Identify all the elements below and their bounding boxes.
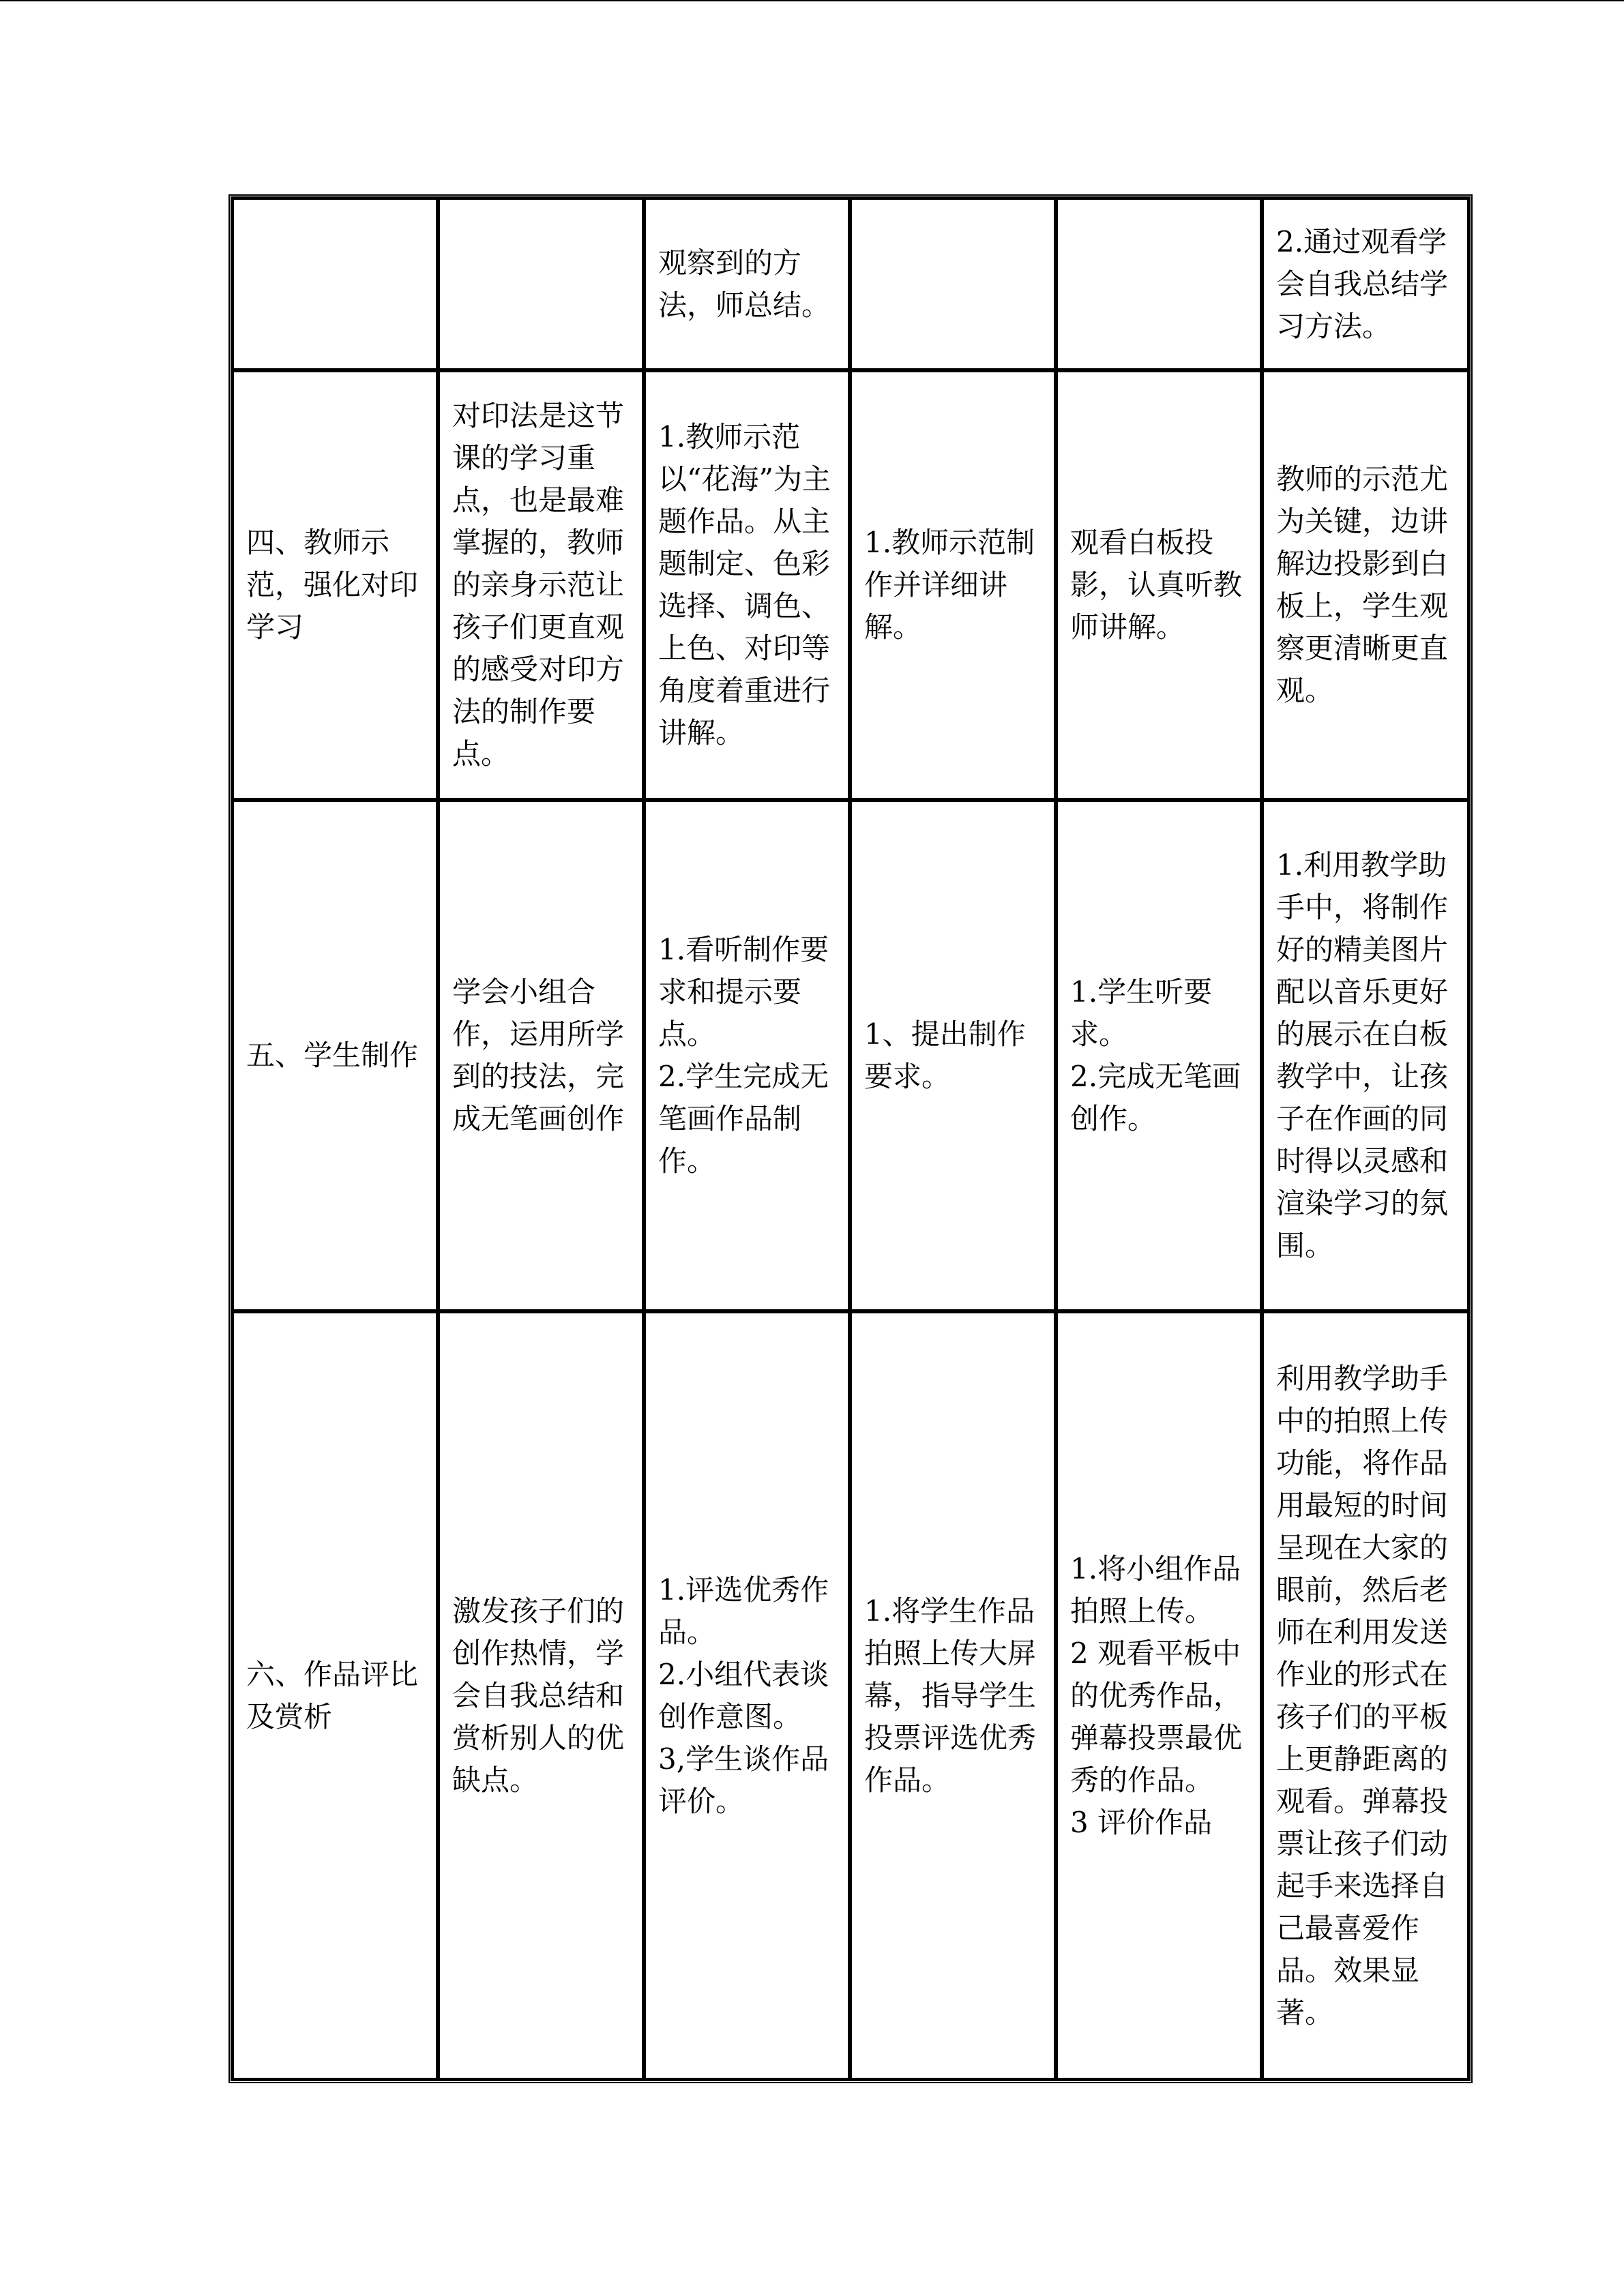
cell-text: 2.通过观看学会自我总结学习方法。 <box>1276 224 1449 343</box>
media-activity-cell <box>1056 1311 1262 2080</box>
teacher-activity-cell <box>850 198 1056 370</box>
media-activity-cell <box>1056 800 1262 1311</box>
media-function-cell <box>1262 800 1469 1311</box>
cell-text: 六、作品评比及赏析 <box>246 1657 419 1733</box>
cell-text: 1、提出制作要求。 <box>864 1017 1026 1093</box>
table-row <box>232 370 1469 800</box>
cell-text: 1.将小组作品拍照上传。 2 观看平板中的优秀作品，弹幕投票最优秀的作品。 3 评价作品 <box>1070 1551 1243 1839</box>
media-function-cell <box>1262 198 1469 370</box>
goal-cell <box>438 800 644 1311</box>
stage-cell <box>232 800 438 1311</box>
cell-text: 1.教师示范以“花海”为主题作品。从主题制定、色彩选择、调色、上色、对印等角度着重进行讲解。 <box>658 420 831 749</box>
cell-text: 观看白板投影，认真听教师讲解。 <box>1070 526 1243 644</box>
teacher-activity-cell <box>850 800 1056 1311</box>
teacher-activity-cell <box>850 1311 1056 2080</box>
goal-cell <box>438 370 644 800</box>
table-row <box>232 800 1469 1311</box>
media-function-cell <box>1262 370 1469 800</box>
student-activity-cell <box>644 1311 850 2080</box>
student-activity-cell <box>644 800 850 1311</box>
media-activity-cell <box>1056 198 1262 370</box>
cell-text: 激发孩子们的创作热情，学会自我总结和赏析别人的优缺点。 <box>452 1594 625 1797</box>
goal-cell <box>438 198 644 370</box>
cell-text: 学会小组合作，运用所学到的技法，完成无笔画创作 <box>452 975 625 1135</box>
stage-cell <box>232 198 438 370</box>
cell-text: 1.学生听要求。 2.完成无笔画创作。 <box>1070 975 1241 1135</box>
stage-cell <box>232 370 438 800</box>
table-row <box>232 1311 1469 2080</box>
cell-text: 1.教师示范制作并详细讲解。 <box>864 526 1035 644</box>
student-activity-cell <box>644 370 850 800</box>
teacher-activity-cell <box>850 370 1056 800</box>
cell-text: 教师的示范尤为关键，边讲解边投影到白板上，学生观察更清晰更直观。 <box>1276 462 1449 707</box>
stage-cell <box>232 1311 438 2080</box>
cell-text: 观察到的方法，师总结。 <box>658 245 831 322</box>
cell-text: 五、学生制作 <box>246 1039 419 1072</box>
media-function-cell <box>1262 1311 1469 2080</box>
table-row <box>232 198 1469 370</box>
media-activity-cell <box>1056 370 1262 800</box>
page-top-border <box>0 0 1624 1</box>
student-activity-cell <box>644 198 850 370</box>
cell-text: 1.将学生作品拍照上传大屏幕，指导学生投票评选优秀作品。 <box>864 1594 1037 1797</box>
goal-cell <box>438 1311 644 2080</box>
cell-text: 1.看听制作要求和提示要点。 2.学生完成无笔画作品制作。 <box>658 933 829 1178</box>
cell-text: 1.利用教学助手中，将制作好的精美图片配以音乐更好的展示在白板教学中，让孩子在作画的同时得以灵感和渲染学习的氛围。 <box>1276 848 1449 1262</box>
cell-text: 利用教学助手中的拍照上传功能，将作品用最短的时间呈现在大家的眼前，然后老师在利用发送作业的形式在孩子们的平板上更静距离的观看。弹幕投票让孩子们动起手来选择自己最喜爱作品。效果显著。 <box>1276 1361 1449 2029</box>
cell-text: 对印法是这节课的学习重点，也是最难掌握的，教师的亲身示范让孩子们更直观的感受对印方法的制作要点。 <box>452 399 625 771</box>
lesson-plan-table <box>228 194 1473 2083</box>
cell-text: 1.评选优秀作品。 2.小组代表谈创作意图。 3,学生谈作品评价。 <box>658 1572 829 1818</box>
cell-text: 四、教师示范，强化对印学习 <box>246 526 419 644</box>
